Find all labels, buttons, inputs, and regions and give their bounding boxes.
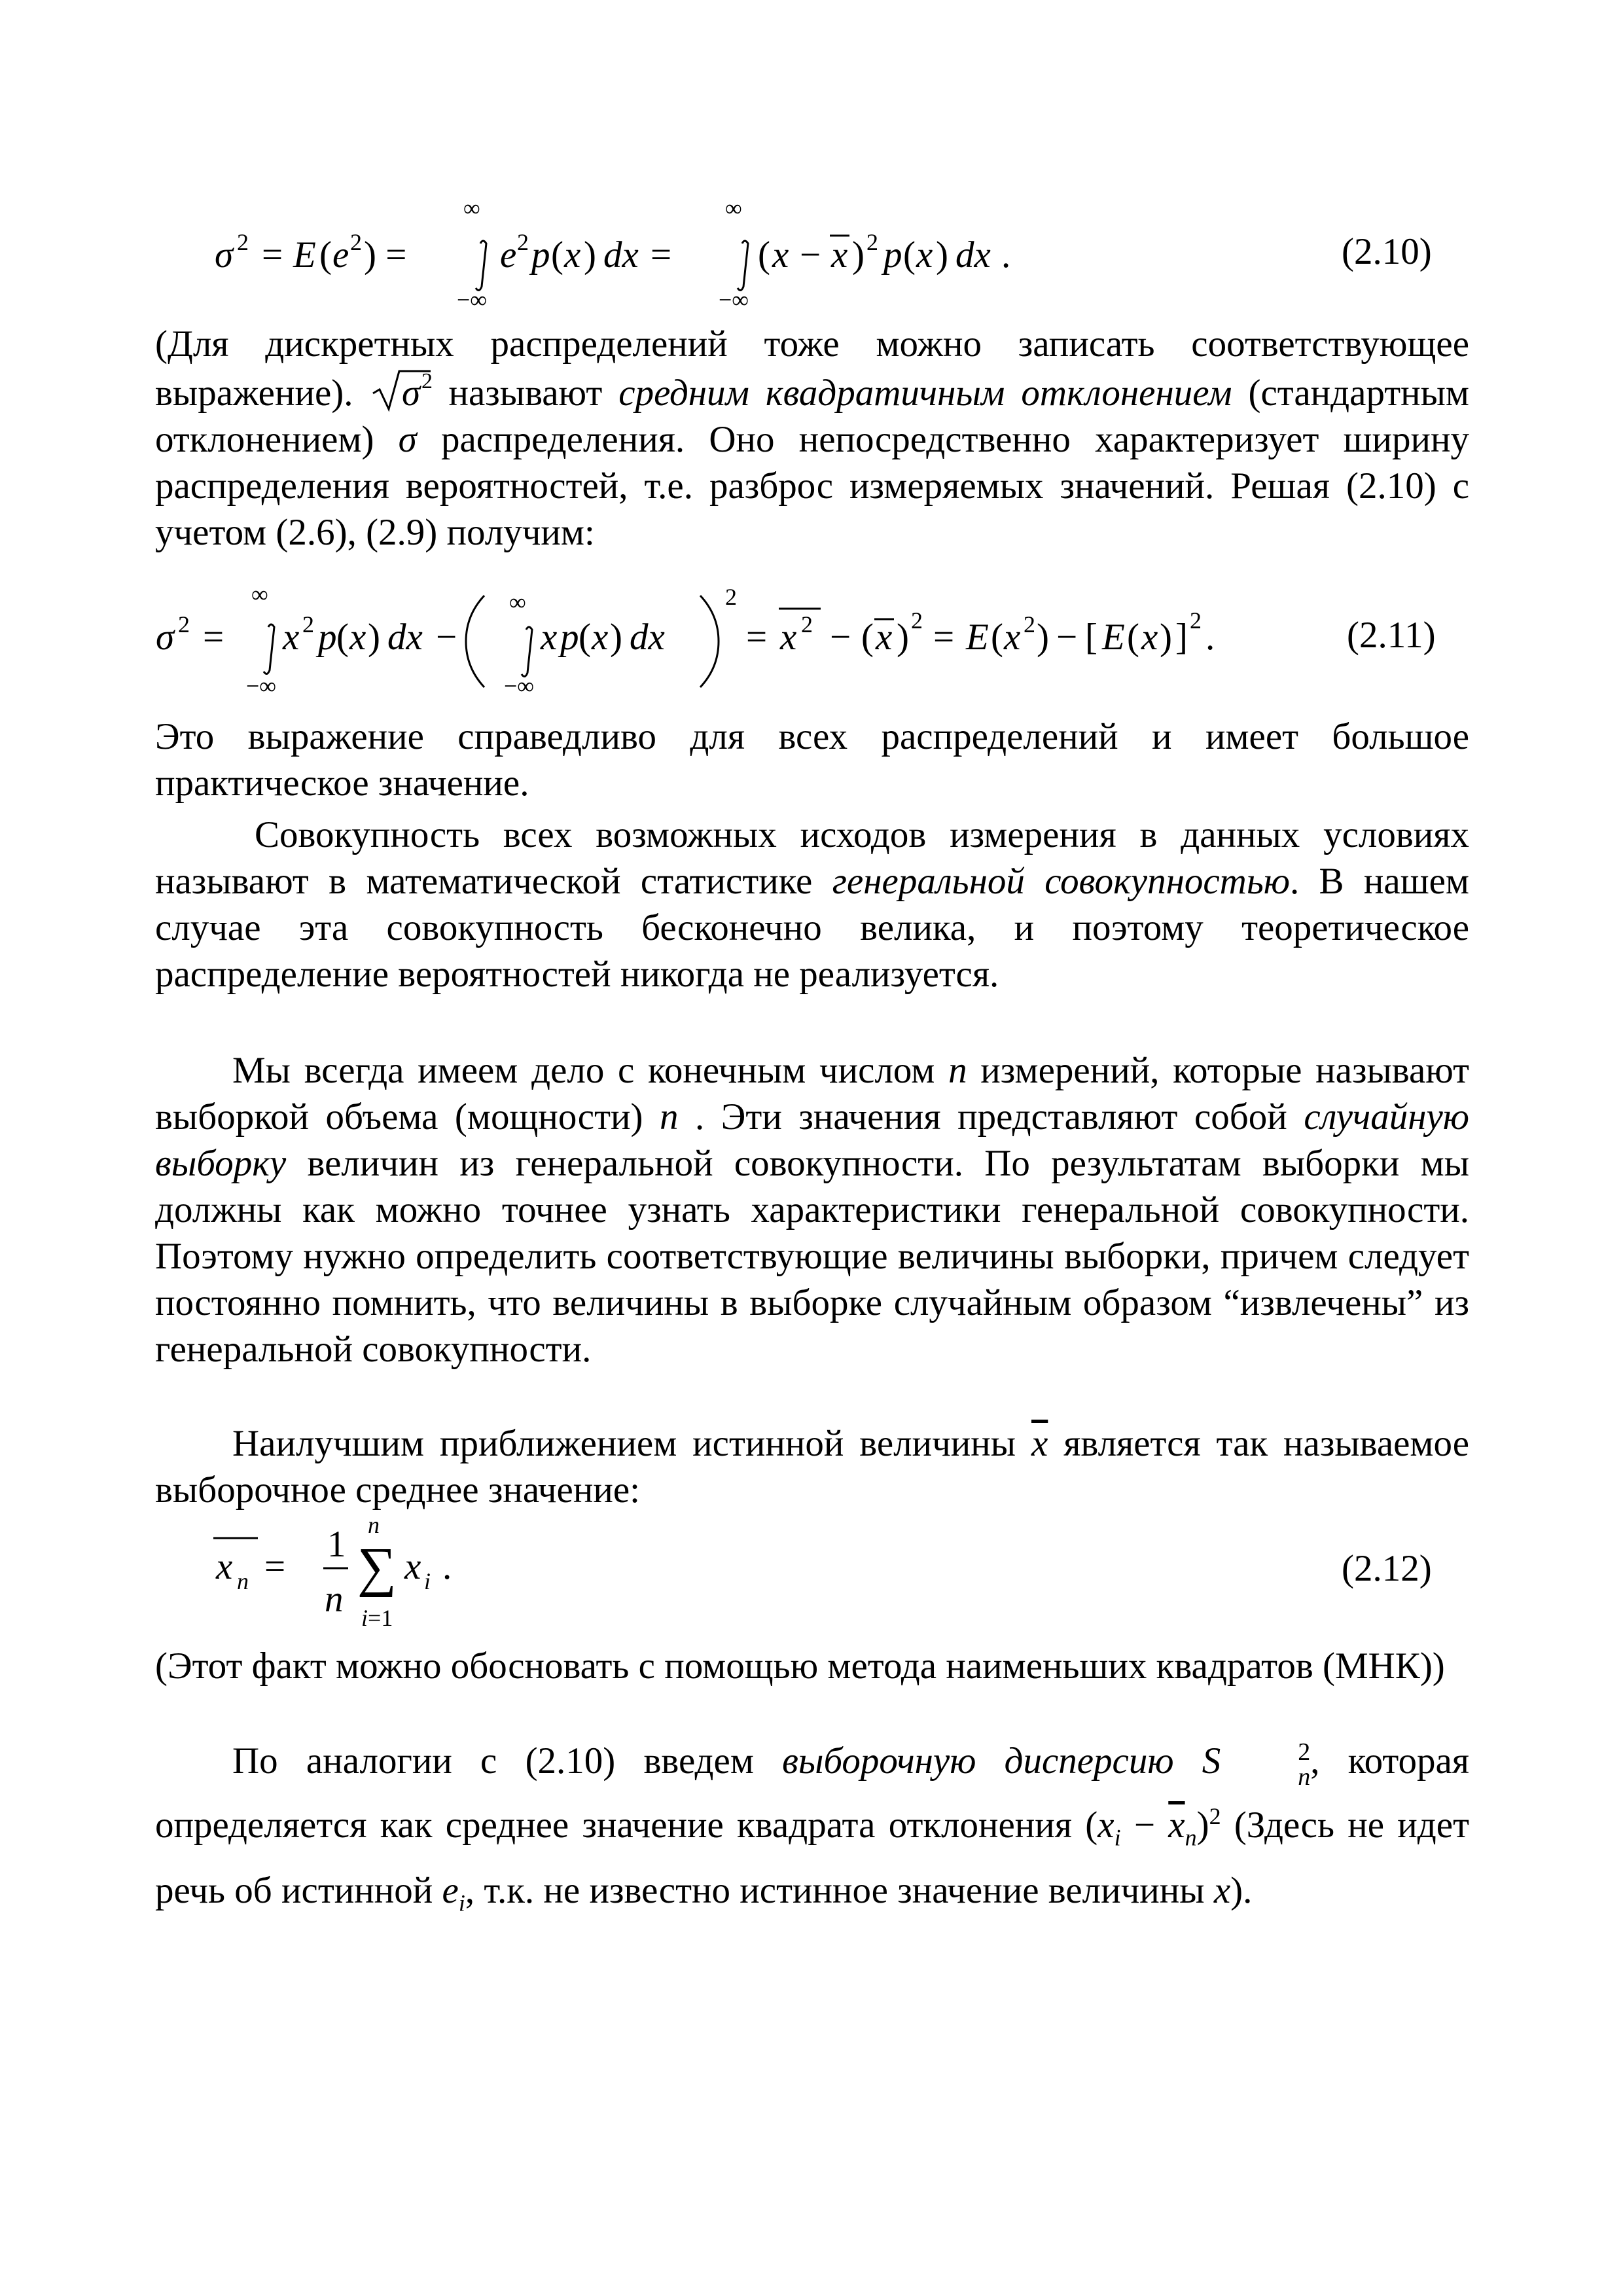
svg-text:E: E: [966, 617, 989, 658]
svg-text:2: 2: [302, 611, 314, 637]
svg-text:−: −: [800, 234, 821, 276]
svg-text:.: .: [442, 1546, 452, 1587]
svg-text:): ): [1160, 617, 1172, 658]
svg-text:σ: σ: [156, 617, 175, 658]
svg-text:(: (: [1127, 617, 1139, 658]
p4-text-e: величин из генеральной совокупности. По результатам выборки мы должны как можно точнее узнать характеристики генеральной совокупности. Поэтому нужно определить соответствующие величины выборки, причем следует постоянно помнить, что величины в выборке случайным образом “извлечены” из генеральной совокупности.: [155, 1143, 1469, 1370]
svg-text:(: (: [336, 617, 349, 658]
svg-text:): ): [852, 234, 865, 276]
p5-text-b: является так называемое выборочное среднее значение:: [155, 1423, 1469, 1511]
svg-text:x: x: [404, 1546, 421, 1587]
svg-text:dx: dx: [630, 617, 665, 658]
paragraph-6: [155, 1643, 1469, 1689]
svg-text:(: (: [579, 617, 591, 658]
equation-2-10: [0, 190, 1623, 321]
svg-text:): ): [368, 617, 380, 658]
svg-text:n: n: [325, 1579, 344, 1620]
p7-text-e: , т.к. не известно истинное значение величины: [465, 1870, 1214, 1912]
p4-text-c: . Эти значения представляют собой: [678, 1096, 1304, 1138]
svg-text:(: (: [319, 234, 332, 276]
svg-text:(: (: [861, 617, 874, 658]
svg-text:∞: ∞: [251, 581, 268, 607]
svg-text:): ): [584, 234, 596, 276]
svg-text:dx: dx: [387, 617, 423, 658]
n-symbol: n: [948, 1050, 967, 1091]
svg-text:∞: ∞: [725, 195, 742, 221]
svg-text:x: x: [1004, 617, 1021, 658]
e-i-symbol: $e_i$: [442, 1870, 465, 1916]
equation-number: (2.12): [1342, 1548, 1432, 1589]
equation-number: (2.10): [1342, 231, 1432, 272]
svg-text:): ): [1037, 617, 1049, 658]
svg-text:2: 2: [350, 229, 362, 255]
svg-text:i=1: i=1: [361, 1605, 393, 1631]
svg-text:−: −: [1056, 617, 1078, 658]
svg-text:x: x: [349, 617, 366, 658]
x-symbol: x: [1213, 1870, 1231, 1912]
equation-2-11: [0, 576, 1623, 707]
sqrt-sigma-squared-symbol: [369, 367, 432, 413]
svg-text:p: p: [318, 617, 337, 658]
p4-term-random-sample: случайную выборку: [155, 1096, 1469, 1184]
svg-text:x: x: [1141, 617, 1158, 658]
svg-text:): ): [897, 617, 909, 658]
svg-text:=: =: [651, 234, 672, 276]
svg-text:x: x: [916, 234, 933, 276]
svg-text:2: 2: [1190, 607, 1202, 634]
equation-2-12: [0, 1512, 1623, 1643]
svg-text:.: .: [1205, 617, 1215, 658]
svg-text:2: 2: [421, 369, 433, 393]
paragraph-3: [155, 812, 1469, 997]
svg-text:e: e: [500, 234, 517, 276]
svg-text:2: 2: [911, 607, 923, 634]
svg-text:(: (: [551, 234, 563, 276]
svg-text:E: E: [1102, 617, 1125, 658]
svg-text:): ): [610, 617, 622, 658]
svg-text:p: p: [883, 234, 902, 276]
svg-text:x: x: [564, 234, 581, 276]
svg-text:x: x: [283, 617, 300, 658]
p7-text-d: (Здесь не идет речь об истинной: [155, 1804, 1469, 1912]
svg-text:=: =: [203, 617, 224, 658]
equation-number: (2.11): [1347, 615, 1436, 656]
svg-text:−: −: [436, 617, 457, 658]
svg-text:x: x: [216, 1546, 233, 1587]
svg-text:E: E: [293, 234, 316, 276]
svg-text:]: ]: [1175, 617, 1188, 658]
svg-text:2: 2: [866, 229, 878, 255]
svg-text:1: 1: [327, 1524, 346, 1565]
svg-text:dx: dx: [955, 234, 991, 276]
p3-text-a: Совокупность всех возможных исходов измерения в данных условиях называют в математической статистике: [155, 814, 1469, 902]
svg-text:=: =: [746, 617, 768, 658]
svg-text:(: (: [991, 617, 1003, 658]
p7-text-a: По аналогии с (2.10) введем: [232, 1740, 783, 1782]
p7-text-c: , которая определяется как среднее значение квадрата отклонения: [155, 1740, 1469, 1846]
svg-text:dx: dx: [603, 234, 639, 276]
svg-text:) =: ) =: [364, 234, 407, 276]
svg-text:n: n: [368, 1512, 380, 1538]
sigma-symbol: σ: [398, 419, 417, 460]
svg-text:−∞: −∞: [504, 673, 534, 699]
svg-text:2: 2: [517, 229, 529, 255]
svg-text:[: [: [1085, 617, 1097, 658]
svg-text:p: p: [560, 617, 579, 658]
svg-text:x: x: [541, 617, 558, 658]
p4-text-a: Мы всегда имеем дело с конечным числом: [232, 1050, 949, 1091]
x-bar-symbol: $\overline{x}$: [1031, 1423, 1048, 1464]
svg-text:∞: ∞: [463, 195, 480, 221]
svg-text:x: x: [780, 617, 797, 658]
svg-text:−: −: [830, 617, 851, 658]
sample-variance-symbol: S 2 n: [1202, 1738, 1311, 1791]
p1-text-e: распределения. Оно непосредственно характеризует ширину распределения вероятностей, т.е. разброс измеряемых значений. Решая (2.10) с учетом (2.6), (2.9) получим:: [155, 419, 1469, 553]
p4-text-b: измерений, которые называют выборкой объема (мощности): [155, 1050, 1469, 1138]
svg-text:2: 2: [725, 584, 737, 610]
svg-text:−∞: −∞: [719, 287, 749, 313]
svg-text:=: =: [264, 1546, 286, 1587]
svg-text:x: x: [592, 617, 609, 658]
svg-text:2: 2: [1024, 611, 1035, 637]
svg-text:x: x: [772, 234, 789, 276]
paragraph-2: [155, 713, 1469, 806]
p1-text-a: (Для дискретных распределений тоже можно записать соответствующее выражение).: [155, 323, 1469, 414]
svg-text:−∞: −∞: [246, 673, 276, 699]
svg-text:=: =: [262, 234, 283, 276]
deviation-expression: $(x_i - \overline{x}_n)^2$: [1085, 1803, 1221, 1851]
paragraph-4: [155, 1047, 1469, 1372]
n-symbol: n: [660, 1096, 679, 1138]
svg-text:e: e: [332, 234, 349, 276]
p1-text-b: называют: [432, 372, 619, 414]
p7-text-f: ).: [1230, 1870, 1253, 1912]
p5-text-a: Наилучшим приближением истинной величины: [232, 1423, 1031, 1464]
p2-text: Это выражение справедливо для всех распределений и имеет большое практическое значение.: [155, 716, 1469, 804]
p7-term-sample-variance: выборочную дисперсию: [782, 1740, 1174, 1782]
paragraph-5: [155, 1420, 1469, 1513]
svg-text:2: 2: [801, 611, 813, 637]
svg-text:i: i: [424, 1568, 431, 1594]
p3-term-general-population: генеральной совокупностью: [832, 861, 1290, 902]
svg-text:x: x: [876, 617, 893, 658]
svg-text:2: 2: [178, 611, 190, 637]
paragraph-7: [155, 1734, 1469, 1930]
svg-text:σ: σ: [215, 234, 234, 276]
svg-text:(: (: [903, 234, 916, 276]
svg-text:x: x: [831, 234, 848, 276]
p6-text: (Этот факт можно обосновать с помощью метода наименьших квадратов (МНК)): [155, 1645, 1445, 1687]
p1-term-rms-deviation: средним квадратичным отклонением: [618, 372, 1232, 414]
svg-text:−∞: −∞: [457, 287, 487, 313]
svg-text:=: =: [933, 617, 955, 658]
svg-text:(: (: [758, 234, 770, 276]
svg-text:∞: ∞: [509, 589, 526, 615]
p1-text-d: (стандартным отклонением): [155, 372, 1470, 460]
svg-text:): ): [936, 234, 948, 276]
svg-text:σ: σ: [402, 372, 421, 413]
svg-text:.: .: [1001, 234, 1011, 276]
svg-text:2: 2: [237, 229, 249, 255]
svg-text:n: n: [237, 1568, 249, 1594]
paragraph-1: [155, 321, 1469, 556]
svg-text:∑: ∑: [357, 1537, 397, 1598]
p3-text-c: . В нашем случае эта совокупность бесконечно велика, и поэтому теоретическое распределение вероятностей никогда не реализуется.: [155, 861, 1469, 995]
svg-text:p: p: [531, 234, 550, 276]
